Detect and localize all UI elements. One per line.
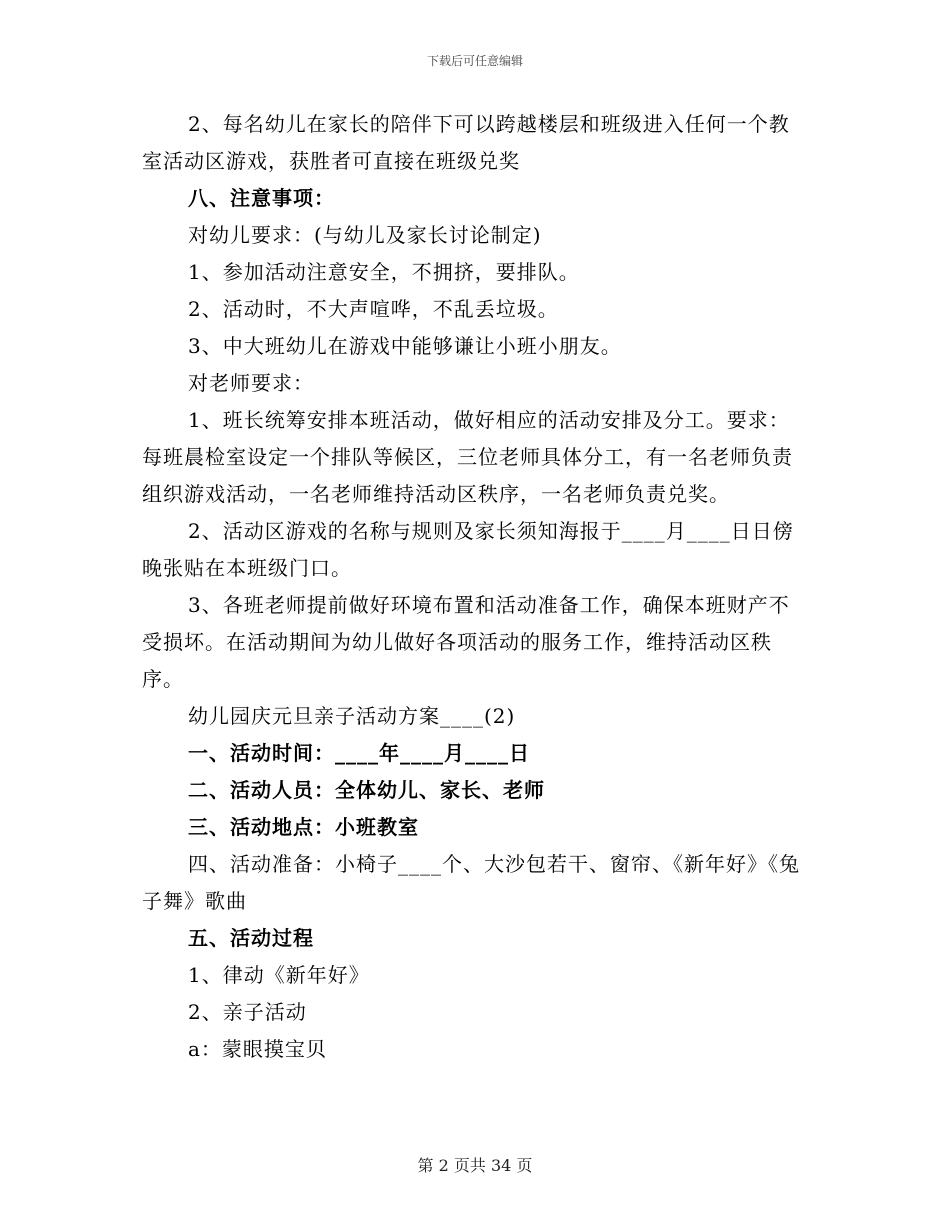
section-heading-people: 二、活动人员：全体幼儿、家长、老师 [188,778,545,802]
list-item-teacher-2: 2、活动区游戏的名称与规则及家长须知海报于____月____日日傍晚张贴在本班级门口。 [142,519,794,580]
paragraph-child-requirements: 对幼儿要求：(与幼儿及家长讨论制定) [188,223,542,247]
document-body [142,106,808,1068]
paragraph-teacher-requirements: 对老师要求： [188,371,314,395]
process-item-a: a：蒙眼摸宝贝 [188,1037,327,1061]
page-header: 下载后可任意编辑 [426,54,523,68]
list-item-child-1: 1、参加活动注意安全，不拥挤，要排队。 [188,260,580,284]
page-footer: 第 2 页共 34 页 [417,1156,533,1175]
section-heading-8: 八、注意事项： [188,186,335,210]
section-heading-process: 五、活动过程 [188,926,314,950]
section-heading-location: 三、活动地点：小班教室 [188,815,419,839]
process-item-2: 2、亲子活动 [188,1000,307,1024]
plan-title-2: 幼儿园庆元旦亲子活动方案____(2) [188,704,516,728]
paragraph-1: 2、每名幼儿在家长的陪伴下可以跨越楼层和班级进入任何一个教室活动区游戏，获胜者可直接在班级兑奖 [142,112,790,173]
process-item-1: 1、律动《新年好》 [188,963,370,987]
section-preparation: 四、活动准备：小椅子____个、大沙包若干、窗帘、《新年好》《兔子舞》歌曲 [142,852,800,913]
list-item-child-2: 2、活动时，不大声喧哗，不乱丢垃圾。 [188,297,559,321]
list-item-child-3: 3、中大班幼儿在游戏中能够谦让小班小朋友。 [188,334,622,358]
list-item-teacher-1: 1、班长统筹安排本班活动，做好相应的活动安排及分工。要求：每班晨检室设定一个排队等候区，三位老师具体分工，有一名老师负责组织游戏活动，一名老师维持活动区秩序，一名老师负责兑奖。 [142,408,793,506]
section-heading-time: 一、活动时间：____年____月____日 [188,741,530,765]
list-item-teacher-3: 3、各班老师提前做好环境布置和活动准备工作，确保本班财产不受损坏。在活动期间为幼儿做好各项活动的服务工作，维持活动区秩序。 [142,593,790,691]
